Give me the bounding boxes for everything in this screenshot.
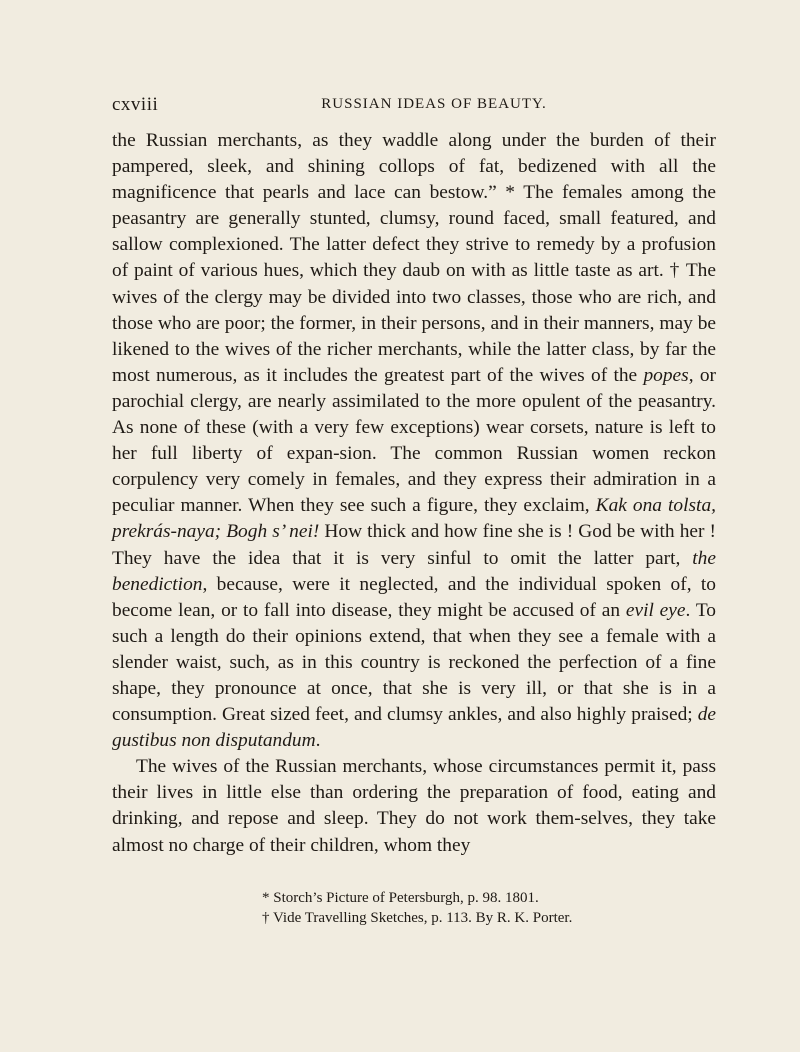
text-run: . To such a length do their opinions extend, that when they see a female with a slender waist, such, as in this country is reckoned the perfection of a fine shape, they pronounce at once, that she is very ill, or that she is in a consumption. Great sized feet, and clumsy ankles, and also highly praised; [112,599,716,726]
page-number: cxviii [112,94,159,115]
italic-run: the benediction [112,547,716,595]
page-header [112,94,716,118]
text-run: How thick and how fine she is ! God be with her ! They have the idea that it is very sinful to omit the latter part, [112,521,717,569]
footnote-1: * Storch’s Picture of Petersburgh, p. 98. 1801. [262,890,539,906]
text-run: . [315,730,321,752]
italic-run: evil eye [625,599,686,621]
italic-run: de gustibus non disputandum [112,704,716,752]
italic-run: Kak ona tolsta, prekrás-naya; Bogh s’ nei! [112,495,716,543]
paragraph-2 [112,754,716,858]
text-run: The wives of the Russian merchants, whose circumstances permit it, pass their lives in little else than ordering the preparation of food, eating and drinking, and repose and sleep. They do not work them-selves, they take almost no charge of their children, whom they [112,756,716,856]
italic-run: popes [643,364,689,386]
body-text [112,128,716,859]
footnotes [112,888,716,928]
footnote-2: † Vide Travelling Sketches, p. 113. By R. K. Porter. [262,910,573,926]
text-run: , because, were it neglected, and the individual spoken of, to become lean, or to fall into disease, they might be accused of an [112,573,716,621]
running-title: RUSSIAN IDEAS OF BEAUTY. [321,96,547,112]
paragraph-1 [112,128,716,754]
text-run: , or parochial clergy, are nearly assimilated to the more opulent of the peasantry. As none of these (with a very few exceptions) wear corsets, nature is left to her full liberty of expan-sion. The common Russian women reckon corpulency very comely in females, and they express their admiration in a peculiar manner. When they see such a figure, they exclaim, [112,364,716,517]
text-run: the Russian merchants, as they waddle along under the burden of their pampered, sleek, and shining collops of fat, bedizened with all the magnificence that pearls and lace can bestow.” * The females among the peasantry are generally stunted, clumsy, round faced, small featured, and sallow complexioned. The latter defect they strive to remedy by a profusion of paint of various hues, which they daub on with as little taste as art. † The wives of the clergy may be divided into two classes, those who are rich, and those who are poor; the former, in their persons, and in their manners, may be likened to the wives of the richer merchants, while the latter class, by far the most numerous, as it includes the greatest part of the wives of the [112,130,716,386]
